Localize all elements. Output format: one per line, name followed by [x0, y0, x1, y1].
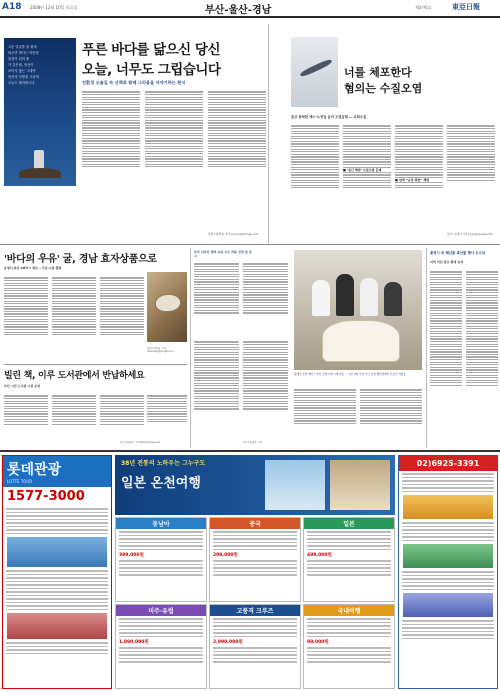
issue-number: 제2만6호 — [415, 5, 432, 10]
pollution-inline-head-1: ■ ‘질긴 해면’ 수질오염 문제 — [343, 168, 391, 172]
notice-byline: 부산=윤희각 기자 toto@donga.com — [120, 441, 161, 444]
pollution-headline-1: 너를 체포한다 — [344, 66, 412, 79]
ad-cell[interactable] — [209, 604, 301, 689]
lotte-brand: 롯데관광 — [7, 462, 62, 478]
column-rule — [268, 24, 269, 244]
event-photo — [294, 250, 422, 370]
newspaper-logo: 東亞日報 — [452, 2, 480, 11]
right-ad-thumb — [403, 544, 493, 568]
ad-divider — [0, 450, 500, 452]
lead-poem: 고운 얼굴을 물 위에 띄우면 바다는 따뜻한 물결이 되어 줄 거 같은데, 당신이 보이지 않는 그대여 당신의 사랑을 그리며 오늘도 바라봅니다 — [8, 45, 39, 85]
event-body-col-4 — [243, 340, 288, 440]
ad-cell[interactable] — [303, 517, 395, 602]
ad-cell[interactable] — [209, 517, 301, 602]
pollution-body-col-2 — [343, 124, 391, 242]
onsen-photo — [330, 460, 390, 510]
pollution-photo — [291, 37, 338, 107]
lead-body-col-1 — [82, 90, 140, 230]
oyster-body-col-3 — [100, 276, 144, 360]
pollution-body-col-3 — [395, 124, 443, 242]
oyster-photo — [147, 272, 187, 342]
oyster-headline: '바다의 우유' 굴, 경남 효자상품으로 — [4, 254, 157, 265]
oyster-body-col-2 — [52, 276, 96, 360]
notice-body-col-1 — [4, 394, 48, 440]
ad-cell-title: 국내여행 — [304, 605, 394, 616]
ad-cell-title: 동남아 — [116, 518, 206, 529]
ad-cell[interactable] — [115, 604, 207, 689]
notice-headline: 빌린 책, 이루 도서관에서 반납하세요 — [4, 371, 145, 381]
lead-byline: 부산=최세영 기자 sychoi@donga.com — [208, 232, 259, 236]
section-divider — [0, 244, 500, 245]
chef-figure — [384, 282, 402, 316]
page-number: A18 — [2, 2, 22, 12]
market-subhead: 지역 어민 판로 확대 효과 — [430, 260, 464, 264]
right-ad-phone[interactable]: 02)6925-3391 — [399, 456, 497, 471]
ad-cell-title: 고품격 크루즈 — [210, 605, 300, 616]
cake-sculpture — [322, 320, 400, 362]
ad-onsen-banner[interactable] — [115, 455, 395, 515]
lead-photo — [4, 38, 76, 186]
onsen-photo — [265, 460, 325, 510]
event-byline: 부산=윤희각 기자 — [243, 441, 262, 444]
oyster-icon — [155, 294, 181, 312]
lead-headline-1: 푸른 바다를 닮으신 당신 — [82, 42, 221, 58]
ad-cell-price: 499,000원 — [307, 553, 332, 558]
pollution-subhead: 울산 화학판 예스·누적일 늘어 오염실태 — 조회수집 — [291, 115, 367, 119]
event-photo-caption: 갈매기 모양 케이크 부산 호텔 파티시에 작품 … 지난 9일 부산 서구 호텔 행사장에서 선보인 작품들. — [294, 373, 407, 376]
onsen-banner-text: 38년 전통의 노하우는 그누구도 — [121, 460, 206, 467]
event-body-col-1 — [194, 262, 239, 337]
ad-grid — [115, 517, 395, 689]
ad-right-column[interactable] — [398, 455, 498, 689]
pollution-headline-2: 혐의는 수질오염 — [344, 82, 423, 95]
pollution-body-col-4 — [447, 124, 495, 242]
event-body-col-6 — [360, 388, 422, 443]
oyster-subhead: 통영서 하루 6백여 t 생산… 가공·수출 활발 — [4, 266, 62, 270]
event-body-col-3 — [194, 340, 239, 440]
lead-headline-2: 오늘, 너무도 그립습니다 — [82, 62, 221, 78]
lotte-header — [3, 456, 111, 487]
chef-figure — [336, 274, 354, 316]
notice-rule — [4, 364, 187, 365]
pollution-inline-head-2: ■ 업계 “규정 위반” 해명 — [395, 178, 443, 182]
ad-cell-price: 2,990,000원 — [213, 640, 243, 645]
ad-cell[interactable] — [115, 517, 207, 602]
event-top-label: 부산 디자인 센터 교육 우수 작품 선정 및 전시 — [194, 250, 252, 258]
market-headline: 통영시 외 해산물 특산물 행사 우수상 — [430, 251, 486, 255]
ad-cell-title: 일본 — [304, 518, 394, 529]
ad-cell-title: 미주·유럽 — [116, 605, 206, 616]
issue-date: 2008년 12월 10일 목요일 — [30, 5, 78, 10]
chef-figure — [312, 280, 330, 316]
lotte-brand-en: LOTTE TOUR — [7, 479, 33, 484]
lotte-phone[interactable]: 1577-3000 — [7, 489, 85, 504]
chef-figure — [360, 278, 378, 316]
right-ad-thumb — [403, 593, 493, 617]
right-ad-thumb — [403, 495, 493, 519]
onsen-title: 일본 온천여행 — [121, 476, 201, 491]
ad-cell-price: 1,890,000원 — [119, 640, 149, 645]
island-shape — [19, 168, 61, 178]
lead-body-col-3 — [208, 90, 266, 230]
eel-icon — [299, 58, 332, 78]
notice-body-col-2 — [52, 394, 96, 440]
event-body-col-5 — [294, 388, 356, 443]
ad-cell-price: 299,000원 — [213, 553, 238, 558]
ad-lotte-tour[interactable] — [2, 455, 112, 689]
ad-cell-price: 399,000원 — [119, 553, 144, 558]
pollution-body-col-1 — [291, 124, 339, 242]
notice-subhead: 부산 시민 도서관 시범 운영 — [4, 384, 41, 388]
lead-body-col-2 — [145, 90, 203, 230]
lotte-thumb — [7, 613, 107, 639]
market-body-col-2 — [466, 270, 498, 440]
oyster-byline: 통영=강정훈 기자 manman@donga.com — [147, 347, 174, 353]
column-rule — [190, 248, 191, 448]
notice-body-col-4 — [147, 394, 187, 440]
ad-cell-title: 중국 — [210, 518, 300, 529]
pollution-byline: 울산=정재락 기자 jrjung@donga.com — [447, 233, 493, 236]
section-title: 부산-울산-경남 — [205, 5, 272, 16]
market-body-col-1 — [430, 270, 462, 440]
event-body-col-2 — [243, 262, 288, 337]
ad-cell-price: 89,000원 — [307, 640, 329, 645]
oyster-body-col-1 — [4, 276, 48, 360]
lead-subhead: 친환경 오솔길 속 산책과 함께 그리움을 이야기하는 편지 — [82, 80, 186, 85]
column-rule — [426, 248, 427, 448]
masthead — [0, 0, 500, 18]
lotte-thumb — [7, 537, 107, 567]
ad-cell[interactable] — [303, 604, 395, 689]
notice-body-col-3 — [100, 394, 144, 440]
